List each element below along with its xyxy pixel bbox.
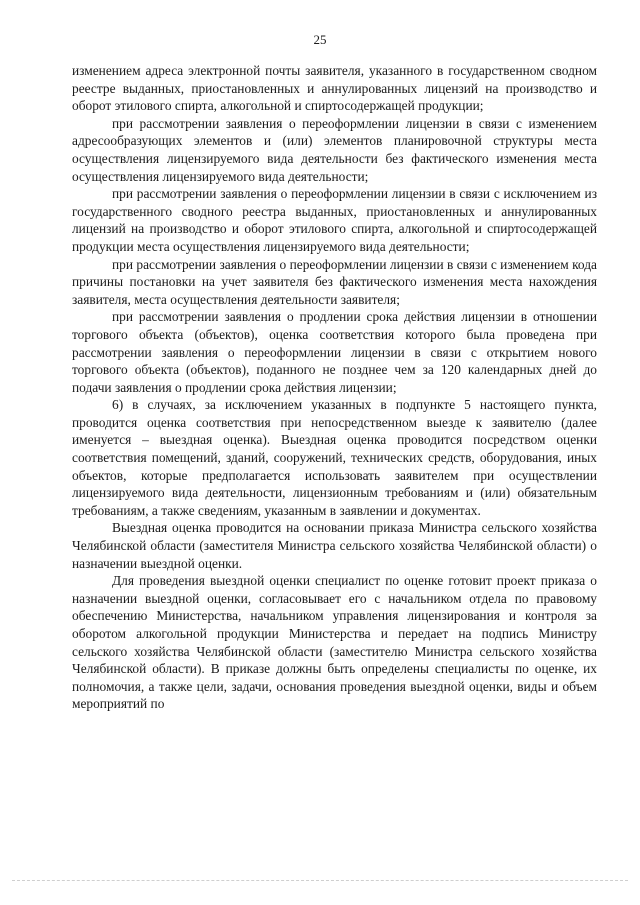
paragraph: при рассмотрении заявления о переоформлении лицензии в связи с изменением адресообразующих элементов и (или) элементов планировочной структуры места осуществления лицензируемого вида деятельности без фактического изменения места осуществления лицензируемого вида деятельности; [72,115,597,184]
paragraph: 6) в случаях, за исключением указанных в подпункте 5 настоящего пункта, проводится оценка соответствия при непосредственном выезде к заявителю (далее именуется – выездная оценка). Выездная оценка проводится посредством оценки соответствия помещений, зданий, сооружений, технических средств, оборудования, иных объектов, которые предполагается использовать заявителем при осуществлении лицензируемого вида деятельности, лицензионным требованиям и (или) обязательным требованиям, а также сведениям, указанным в заявлении и документах. [72,397,597,518]
paragraph: при рассмотрении заявления о переоформлении лицензии в связи с исключением из государственного сводного реестра выданных, приостановленных и аннулированных лицензий на производство и оборот этилового спирта, алкогольной и спиртосодержащей продукции места осуществления лицензируемого вида деятельности; [72,186,597,254]
page-number: 25 [313,32,327,47]
paragraph-continuation: изменением адреса электронной почты заявителя, указанного в государственном сводном реестре выданных, приостановленных и аннулированных лицензий на производство и оборот этилового спирта, алкогольной и спиртосодержащей продукции; [72,63,597,114]
paragraph: Для проведения выездной оценки специалист по оценке готовит проект приказа о назначении выездной оценки, согласовывает его с начальником отдела по правовому обеспечению Министерства, начальником управления лицензирования и контроля за оборотом алкогольной продукции Министерства и передает на подпись Министру сельского хозяйства Челябинской области (заместителю Министра сельского хозяйства Челябинской области). В приказе должны быть определены специалисты по оценке, их полномочия, а также цели, задачи, основания проведения выездной оценки, виды и объем мероприятий по [72,573,597,712]
paragraph: при рассмотрении заявления о продлении срока действия лицензии в отношении торгового объекта (объектов), оценка соответствия которого была проведена при рассмотрении заявления о переоформлении лицензии в связи с открытием нового торгового объекта (объектов), поданного не позднее чем за 120 календарных дней до подачи заявления о продлении срока действия лицензии; [72,309,597,395]
page-bottom-divider [12,880,628,881]
document-body [72,62,597,713]
paragraph: при рассмотрении заявления о переоформлении лицензии в связи с изменением кода причины постановки на учет заявителя без фактического изменения места нахождения заявителя, места осуществления деятельности заявителя; [72,256,597,307]
paragraph: Выездная оценка проводится на основании приказа Министра сельского хозяйства Челябинской области (заместителя Министра сельского хозяйства Челябинской области) о назначении выездной оценки. [72,520,597,571]
